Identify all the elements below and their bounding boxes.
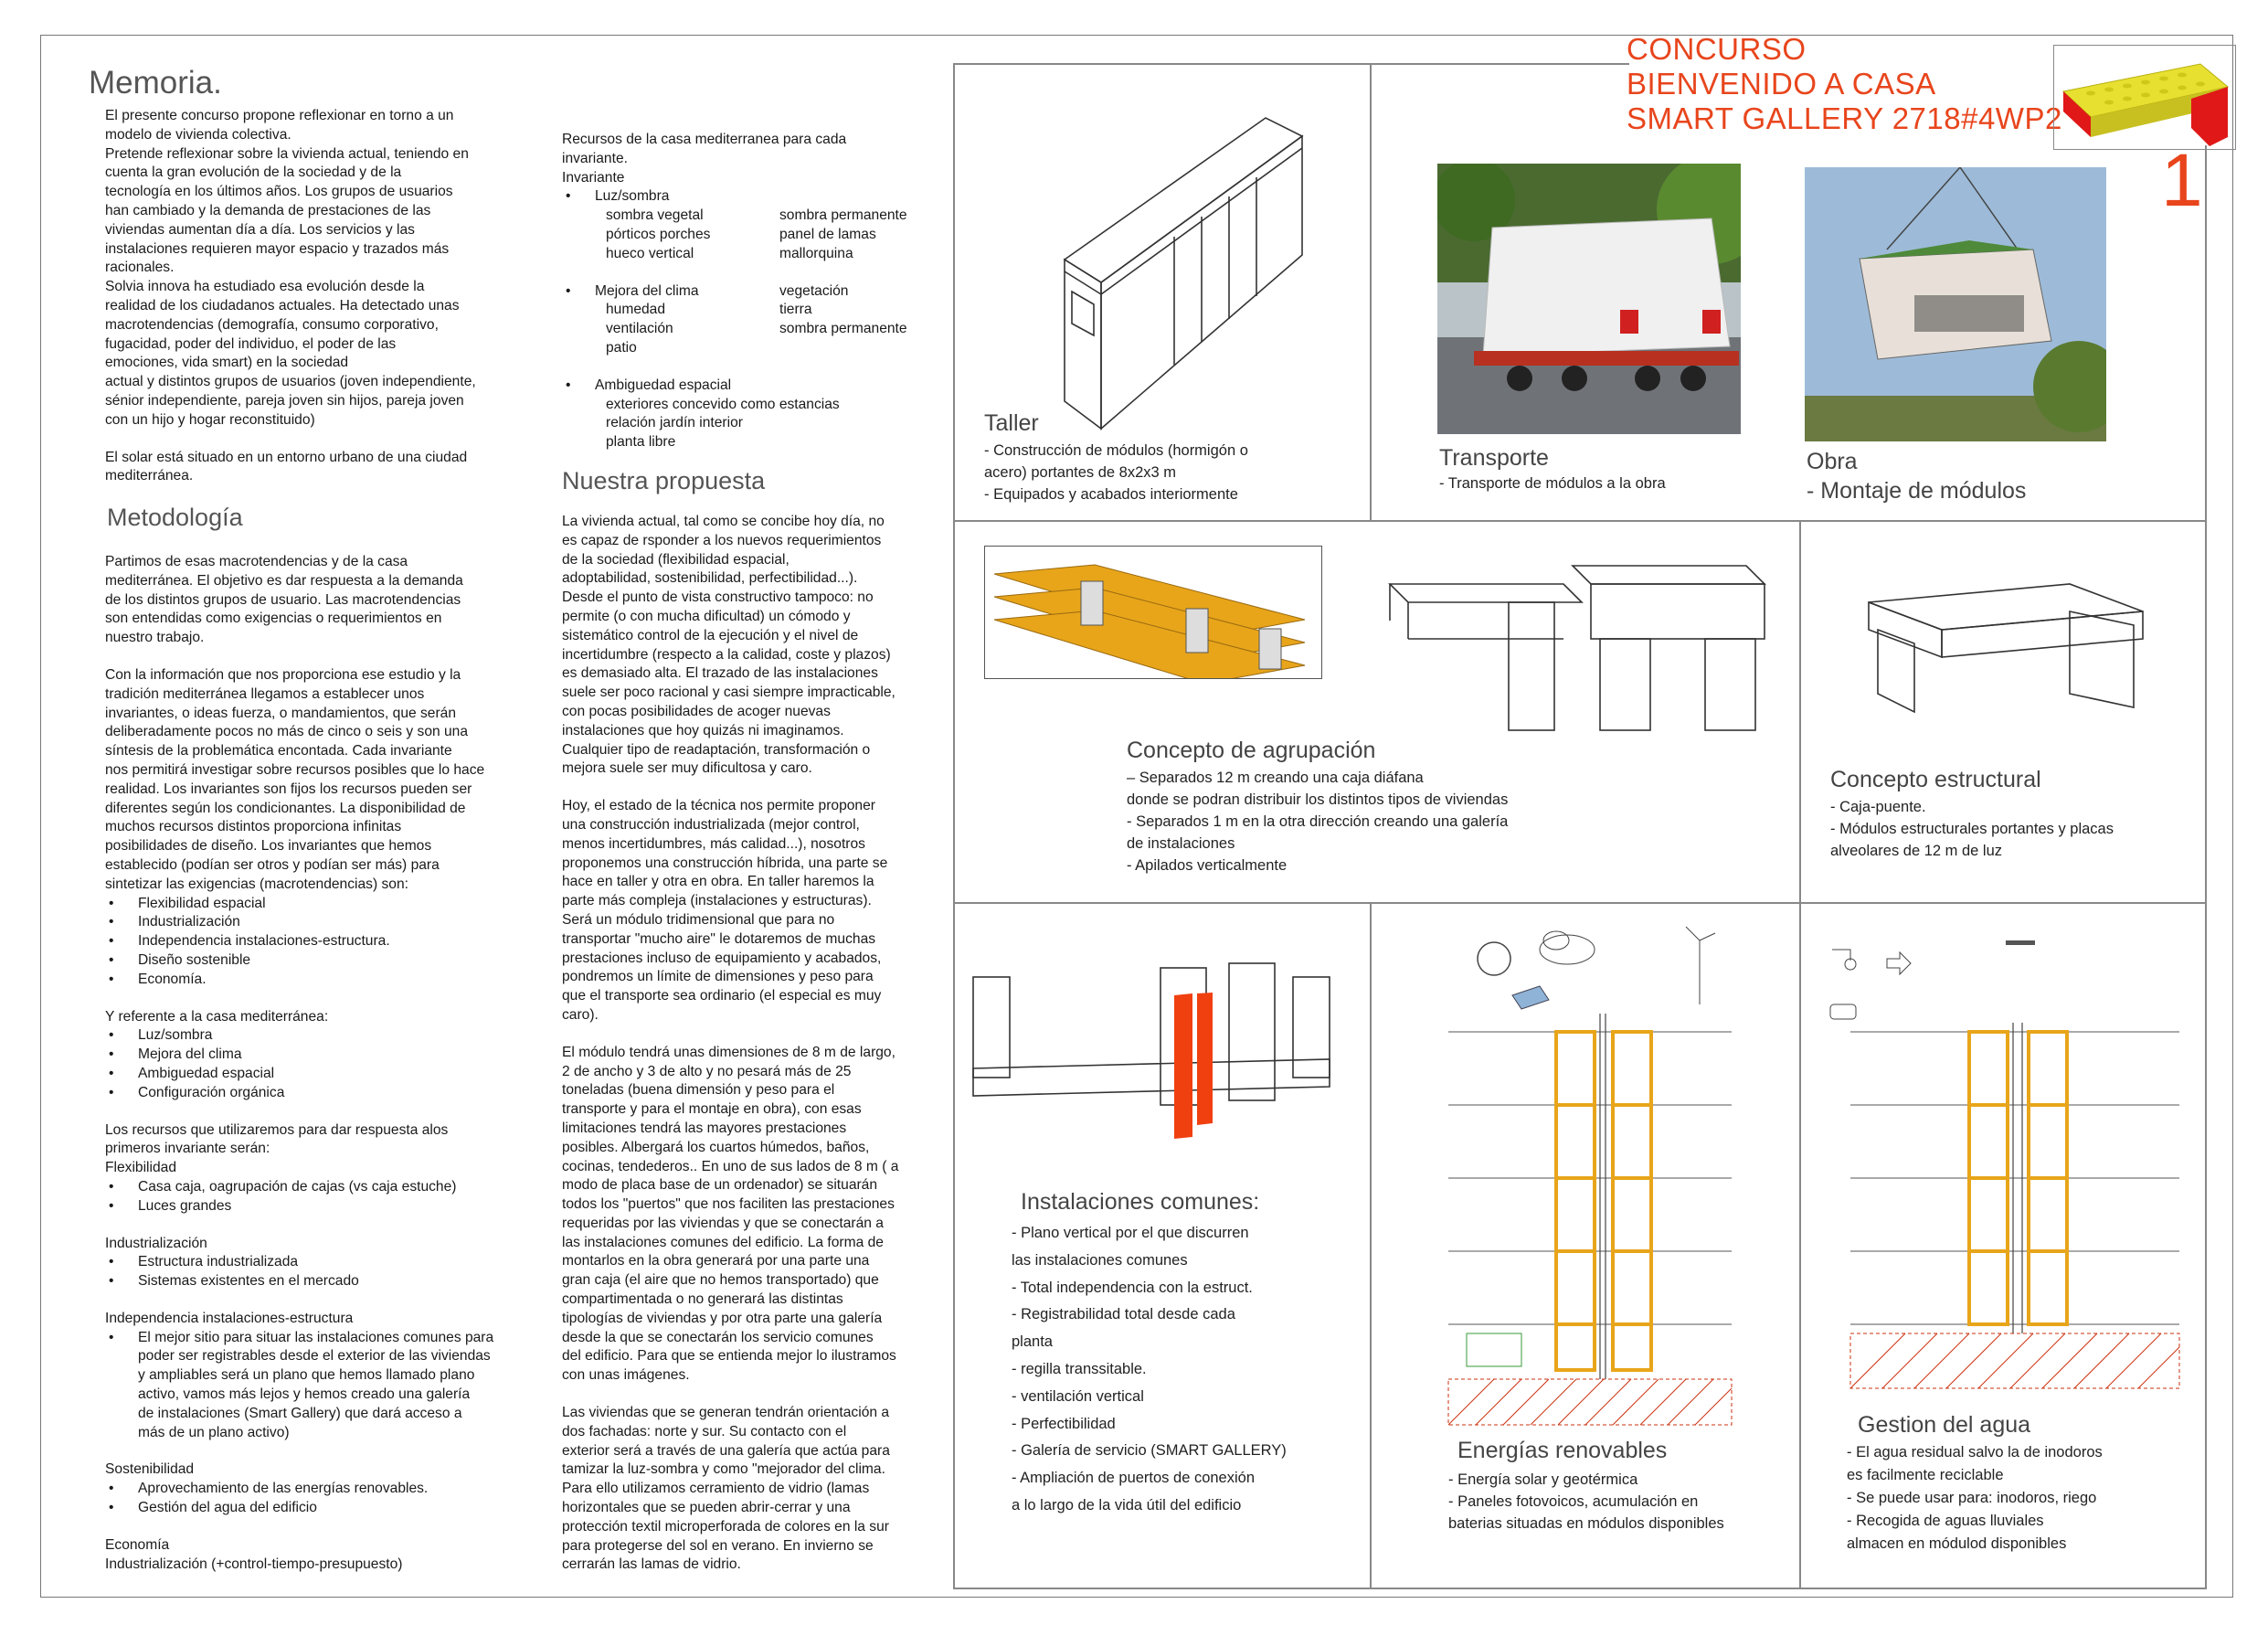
contest-line-3: SMART GALLERY 2718#4WP2 [1627, 101, 2062, 135]
list-item: • Industrialización [105, 913, 571, 932]
text-line: desde la que se conectarán los servicio comunes [562, 1329, 874, 1345]
text-line: - Caja-puente. [1830, 799, 1926, 815]
panel-transporte-text [1439, 473, 1666, 494]
recursos-group-ambiguedad: • Ambiguedad espacial exteriores concevido como estancias relación jardín interior planta libre [562, 377, 946, 452]
text-line: sombra vegetal [606, 207, 704, 224]
text-line: Flexibilidad [105, 1160, 177, 1176]
text-line: Será un módulo tridimensional que para no [562, 911, 835, 928]
text-line: modelo de vivienda colectiva. [105, 126, 291, 143]
board-frame [40, 32, 2233, 1598]
propuesta-body [562, 513, 955, 1575]
text-line: son entendidas como exigencias o requerimientos en [105, 611, 442, 627]
text-line: sombra permanente [779, 207, 907, 224]
text-line: es capaz de rsponder a los nuevos requerimientos [562, 532, 882, 548]
text-line: - regilla transsitable. [1012, 1360, 1147, 1377]
text-line: relación jardín interior [606, 415, 743, 431]
indep-list [105, 1329, 571, 1443]
stacked-modules-illustration [985, 547, 1322, 679]
text-line: tipologías de viviendas y por otra parte una galería [562, 1310, 883, 1326]
contest-title [1627, 32, 2062, 136]
panel-estructural-text [1830, 796, 2114, 862]
text-line: adoptabilidad, sostenibilidad, perfectibilidad...). [562, 570, 858, 587]
text-line: almacen en módulod disponibles [1847, 1535, 2067, 1552]
text-line: pondremos un límite de dimensiones y peso para [562, 969, 874, 985]
text-line: Cualquier tipo de readaptación, transformación o [562, 741, 871, 758]
panel-agrupacion-text [1127, 767, 1508, 876]
list-item: • Luces grandes [105, 1197, 571, 1216]
text-line: 2 de ancho y 3 de alto y no pesará más de 25 [562, 1063, 852, 1079]
text-line: primeros invariante serán: [105, 1141, 270, 1157]
text-line: diferentes según los condicionantes. La disponibilidad de [105, 800, 466, 816]
text-line: - Separados 1 m en la otra dirección creando una galería [1127, 813, 1509, 830]
list-item: • Ambiguedad espacial [105, 1065, 571, 1084]
text-line: Hoy, el estado de la técnica nos permite proponer [562, 798, 875, 814]
text-line: Partimos de esas macrotendencias y de la casa [105, 554, 408, 569]
text-line: actual y distintos grupos de usuarios (joven independiente, [105, 374, 476, 390]
divider [953, 1588, 2207, 1589]
text-line: con un hijo y hogar reconstituido) [105, 411, 315, 428]
text-line: toneladas (buena dimensión y peso para el [562, 1082, 835, 1099]
truck-illustration [1437, 164, 1741, 434]
text-line: transportar "mucho aire" le dotaremos de muchas [562, 930, 876, 947]
list-item: • Gestión del agua del edificio [105, 1499, 571, 1518]
text-line: hace en taller y otra en obra. En taller haremos la [562, 874, 874, 890]
text-line: y ampliables será un plano que hemos llamado plano [138, 1367, 475, 1384]
group-label: Luz/sombra [595, 188, 670, 205]
text-line: – Separados 12 m creando una caja diáfana [1127, 770, 1424, 786]
text-line: realidad. Los invariantes son fijos los recursos pueden ser [105, 781, 472, 797]
wind-turbine-icon [1686, 927, 1715, 1004]
text-line: compartimentada o no generará las distintas [562, 1291, 843, 1308]
text-line: Independencia instalaciones-estructura [105, 1310, 354, 1326]
sost-list [105, 1480, 571, 1518]
text-line: exteriores concevido como estancias [606, 396, 840, 412]
text-line: cocinas, tendederos.. En uno de sus lados de 8 m ( a [562, 1158, 899, 1174]
text-line: hueco vertical [606, 245, 694, 261]
text-line: - Recogida de aguas lluviales [1847, 1513, 2044, 1529]
text-line: caro). [562, 1006, 599, 1023]
text-line: Invariante [562, 169, 625, 186]
text-line: prestaciones incluso de equipamiento y acabados, [562, 950, 882, 966]
recursos-group-clima: • Mejora del clima vegetación humedad tierra ventilación sombra permanente patio [562, 282, 946, 358]
text-line: sombra permanente [779, 321, 907, 337]
text-line: - Se puede usar para: inodoros, riego [1847, 1490, 2097, 1506]
list-item: • Flexibilidad espacial [105, 895, 571, 914]
panel-energias-text [1448, 1469, 1724, 1535]
text-line: Y referente a la casa mediterránea: [105, 1008, 329, 1025]
text-line: sénior independiente, pareja joven sin hijos, pareja joven [105, 392, 464, 409]
text-line: - Energía solar y geotérmica [1448, 1471, 1638, 1488]
list-item: • Luz/sombra [105, 1026, 571, 1046]
text-line: El presente concurso propone reflexionar en torno a un [105, 108, 454, 123]
text-line: Las viviendas que se generan tendrán orientación a [562, 1405, 890, 1421]
panel-taller-text [984, 440, 1248, 505]
text-line: poder ser registrables desde el exterior de las viviendas [138, 1348, 491, 1365]
text-line: deliberadamente pocos no más de cinco o seis y son una [105, 724, 469, 740]
text-line: - Galería de servicio (SMART GALLERY) [1012, 1442, 1287, 1460]
text-line: cuenta la gran evolución de la sociedad y de la [105, 165, 402, 181]
text-line: alveolares de 12 m de luz [1830, 843, 2003, 859]
text-line: horizontales que se pueden abrir-cerrar y una [562, 1500, 851, 1516]
panel-instalaciones-text [1012, 1220, 1287, 1520]
ev-car-icon [1467, 1333, 1521, 1366]
text-line: - ventilación vertical [1012, 1387, 1144, 1405]
text-line: realidad de los ciudadanos actuales. Ha detectado unas [105, 297, 460, 313]
list-item [105, 1329, 571, 1443]
metodologia-body [105, 553, 571, 1574]
module-sketch [1028, 100, 1357, 438]
list-item: • Configuración orgánica [105, 1084, 571, 1103]
crane-module-illustration [1805, 167, 2106, 441]
text-line: Los recursos que utilizaremos para dar respuesta alos [105, 1121, 449, 1138]
text-line: con unas imágenes. [562, 1367, 690, 1384]
gallery-sketch [964, 959, 1366, 1160]
text-line: activo, vamos más lejos y hemos creado una galería [138, 1386, 471, 1403]
list-item: • Economía. [105, 971, 571, 990]
text-line: sintetizar las exigencias (macrotendencias) son: [105, 876, 408, 892]
text-line: Solvia innova ha estudiado esa evolución desde la [105, 279, 425, 295]
text-line: dos fachadas: norte y sur. Su contacto con el [562, 1423, 847, 1439]
list-item: • Aprovechamiento de las energías renovables. [105, 1480, 571, 1499]
divider [953, 63, 1629, 65]
list-item: • Mejora del clima [105, 1046, 571, 1065]
divider [953, 520, 2207, 522]
shower-icon [1832, 950, 1856, 970]
panel-transporte-title: Transporte [1439, 445, 1549, 471]
text-line: panel de lamas [779, 226, 876, 242]
text-line: planta [1012, 1333, 1053, 1351]
bridge-box-sketch [1860, 557, 2152, 739]
panel-agua-title: Gestion del agua [1858, 1412, 2031, 1438]
text-line: mejora suele ser muy dificultosa y caro. [562, 760, 812, 777]
logo-frame [2053, 45, 2236, 150]
flex-list [105, 1178, 571, 1216]
text-line: establecido (podían ser otros y podían ser más) para [105, 856, 440, 873]
text-line: Recursos de la casa mediterranea para cada [562, 132, 847, 147]
text-line: han cambiado y la demanda de prestaciones de las [105, 202, 431, 218]
propuesta-title: Nuestra propuesta [562, 467, 766, 494]
text-line: - Transporte de módulos a la obra [1439, 475, 1666, 492]
group-label: Mejora del clima [595, 282, 699, 299]
text-line: Desde el punto de vista constructivo tampoco: no [562, 589, 874, 606]
text-line: tierra [779, 302, 812, 318]
text-line: las instalaciones comunes del edificio. La forma de [562, 1234, 884, 1250]
text-line: Sostenibilidad [105, 1461, 195, 1478]
ind-list [105, 1253, 571, 1291]
text-line: posibles. Albergará los cuartos húmedos, baños, [562, 1139, 870, 1155]
energy-section-drawing [1448, 913, 1750, 1425]
text-line: El módulo tendrá unas dimensiones de 8 m de largo, [562, 1044, 896, 1060]
water-section-drawing [1814, 913, 2198, 1407]
text-line: pórticos porches [606, 226, 711, 242]
text-line: del edificio. Para que se entienda mejor lo ilustramos [562, 1348, 896, 1365]
text-line: modo de placa base de un ordenador) se situarán [562, 1177, 878, 1194]
list-item: • Sistemas existentes en el mercado [105, 1272, 571, 1291]
rain-cap-icon [2006, 940, 2035, 945]
sun-icon [1478, 942, 1510, 975]
divider [2205, 145, 2207, 1589]
grouping-sketch [1381, 547, 1783, 730]
contest-line-1: CONCURSO [1627, 32, 1807, 66]
list-item: • Estructura industrializada [105, 1253, 571, 1272]
text-line: para protegerse del sol en verano. En invierno se [562, 1537, 874, 1554]
text-line: - Equipados y acabados interiormente [984, 486, 1238, 503]
text-line: tradición mediterránea llegamos a establecer unos [105, 685, 425, 702]
text-line: La vivienda actual, tal como se concibe hoy día, no [562, 514, 885, 529]
memoria-title: Memoria. [89, 65, 222, 101]
text-line: suele ser poco racional y casi siempre impracticable, [562, 685, 896, 701]
text-line: fugacidad, poder del individuo, el poder de las [105, 335, 397, 352]
text-line: - Perfectibilidad [1012, 1415, 1116, 1432]
text-line: nuestro trabajo. [105, 630, 205, 646]
list-item: • Independencia instalaciones-estructura. [105, 932, 571, 951]
text-line: de instalaciones [1127, 835, 1235, 852]
text-line: nos permitirá investigar sobre recursos posibles que lo hace [105, 761, 485, 778]
solar-panel-icon [1512, 986, 1549, 1009]
recursos-block [562, 131, 946, 452]
list-item: • Casa caja, oagrupación de cajas (vs caja estuche) [105, 1178, 571, 1197]
text-line: baterias situadas en módulos disponibles [1448, 1515, 1724, 1532]
text-line: permite (o con mucha dificultad) un cómodo y [562, 608, 851, 624]
text-line: a lo largo de la vida útil del edificio [1012, 1496, 1242, 1513]
text-line: Industrialización (+control-tiempo-presupuesto) [105, 1556, 403, 1572]
list-item: • Diseño sostenible [105, 951, 571, 971]
text-line: vegetación [779, 282, 849, 299]
text-line: Economía [105, 1536, 170, 1553]
text-line: es facilmente reciclable [1847, 1467, 2004, 1483]
divider [1799, 902, 1801, 1588]
text-line: - Paneles fotovoicos, acumulación en [1448, 1493, 1699, 1510]
text-line: - El agua residual salvo la de inodoros [1847, 1444, 2103, 1460]
stacked-modules-render [984, 546, 1322, 679]
memoria-intro [105, 107, 571, 486]
text-line: macrotendencias (demografía, consumo corporativo, [105, 316, 439, 333]
text-line: mediterránea. [105, 468, 194, 484]
divider [1370, 902, 1372, 1588]
panel-obra-title: Obra [1807, 449, 1858, 474]
text-line: montarlos en la obra generará por una parte una [562, 1253, 870, 1269]
text-line: parte más compleja (instalaciones y estructuras). [562, 893, 872, 909]
text-line: muchos recursos distintos proporciona infinitas [105, 819, 402, 835]
text-line: sistemático control de la ejecución y el nivel de [562, 627, 859, 643]
transport-photo [1437, 164, 1741, 434]
text-line: transporte y para el montaje en obra), con esas [562, 1101, 862, 1118]
text-line: donde se podran distribuir los distintos tipos de viviendas [1127, 791, 1509, 808]
text-line: • El mejor sitio para situar las instalaciones comunes para [138, 1329, 494, 1345]
text-line: síntesis de la problemática encontada. Cada invariante [105, 743, 452, 759]
text-line: con pocas posibilidades de acoger nuevas [562, 703, 831, 719]
cloud-icon [1540, 931, 1595, 964]
bench-logo-icon [2054, 46, 2237, 151]
arrow-right-icon [1887, 952, 1911, 974]
text-line: patio [606, 339, 637, 356]
crane-photo [1805, 167, 2106, 441]
text-line: gran caja (el aire que no hemos transportado) que [562, 1272, 879, 1289]
text-line: El solar está situado en un entorno urbano de una ciudad [105, 449, 468, 465]
panel-obra-subtitle: - Montaje de módulos [1807, 478, 2027, 504]
text-line: - Plano vertical por el que discurren [1012, 1225, 1249, 1241]
panel-taller-title: Taller [984, 410, 1039, 436]
metodologia-title: Metodología [107, 504, 243, 531]
text-line: tecnología en los últimos años. Los grupos de usuarios [105, 184, 453, 200]
group-label: Ambiguedad espacial [595, 377, 732, 393]
text-line: de los distintos grupos de usuario. Las macrotendencias [105, 591, 461, 608]
text-line: instalaciones que hoy quizás ni imaginamos. [562, 722, 844, 738]
text-line: planta libre [606, 434, 676, 451]
text-line: ventilación [606, 321, 673, 337]
panel-estructural-title: Concepto estructural [1830, 767, 2041, 792]
text-line: las instalaciones comunes [1012, 1251, 1188, 1269]
text-line: viviendas aumentan día a día. Los servicios y las [105, 221, 415, 238]
text-line: - Registrabilidad total desde cada [1012, 1306, 1235, 1323]
text-line: invariantes, o ideas fuerza, o mandamientos, que serán [105, 705, 457, 721]
text-line: mallorquina [779, 245, 853, 261]
contest-line-2: BIENVENIDO A CASA [1627, 67, 1936, 101]
text-line: posibilidades de diseño. Los invariantes que hemos [105, 838, 432, 855]
divider [1370, 63, 1372, 522]
text-line: de la sociedad (flexibilidad espacial, [562, 551, 790, 568]
panel-agrupacion-title: Concepto de agrupación [1127, 738, 1376, 763]
text-line: acero) portantes de 8x2x3 m [984, 464, 1177, 481]
text-line: de instalaciones (Smart Gallery) que dará acceso a [138, 1405, 462, 1421]
text-line: todos los "puertos" que nos faciliten las prestaciones [562, 1196, 895, 1213]
text-line: instalaciones requieren mayor espacio y trazados más [105, 240, 450, 257]
divider [1799, 520, 1801, 939]
text-line: limitaciones tendrá las mayores prestaciones [562, 1120, 847, 1136]
text-line: requeridas por las viviendas y que se conectarán a [562, 1215, 884, 1231]
panel-instalaciones-title: Instalaciones comunes: [1021, 1189, 1260, 1215]
text-line: una construcción industrializada (mejor control, [562, 816, 860, 833]
recursos-group-luz: • Luz/sombra sombra vegetal sombra permanente pórticos porches panel de lamas hueco vertical mallorquina [562, 187, 946, 263]
text-line: incertidumbre (respecto a la calidad, coste y plazos) [562, 646, 891, 663]
text-line: Con la información que nos proporciona ese estudio y la [105, 666, 461, 683]
mediterranean-list [105, 1026, 571, 1102]
text-line: mediterránea. El objetivo es dar respuesta a la demanda [105, 572, 463, 589]
text-line: proponemos una construcción híbrida, una parte se [562, 855, 888, 871]
text-line: menos incertidumbres, más calidad...), nosotros [562, 835, 865, 852]
text-line: que el transporte sea ordinario (el especial es muy [562, 988, 882, 1004]
invariants-list [105, 895, 571, 990]
text-line: humedad [606, 302, 666, 318]
text-line: racionales. [105, 260, 175, 276]
text-line: cerrarán las lamas de vidrio. [562, 1556, 741, 1573]
text-line: exterior será a través de una galería que actúa para [562, 1442, 890, 1459]
text-line: invariante. [562, 150, 628, 166]
text-line: es demasiado alta. El trazado de las instalaciones [562, 665, 878, 682]
text-line: más de un plano activo) [138, 1424, 290, 1440]
page-number: 1 [2161, 139, 2203, 222]
text-line: - Construcción de módulos (hormigón o [984, 442, 1248, 459]
panel-energias-title: Energías renovables [1457, 1438, 1668, 1463]
text-line: - Ampliación de puertos de conexión [1012, 1470, 1255, 1487]
text-line: - Módulos estructurales portantes y placas [1830, 821, 2114, 837]
text-line: - Total independencia con la estruct. [1012, 1279, 1253, 1296]
text-line: emociones, vida smart) en la sociedad [105, 355, 349, 371]
text-line: protección textil microperforada de colores en la sur [562, 1518, 889, 1535]
divider [953, 902, 2207, 904]
text-line: tamizar la luz-sombra y como "mejorador del clima. [562, 1461, 885, 1478]
panel-agua-text [1847, 1441, 2103, 1556]
text-line: Pretende reflexionar sobre la vivienda actual, teniendo en [105, 145, 469, 162]
text-line: Industrialización [105, 1235, 207, 1251]
sink-icon [1830, 1004, 1856, 1019]
text-line: - Apilados verticalmente [1127, 857, 1288, 874]
text-line: Para ello utilizamos cerramiento de vidrio (lamas [562, 1481, 870, 1497]
